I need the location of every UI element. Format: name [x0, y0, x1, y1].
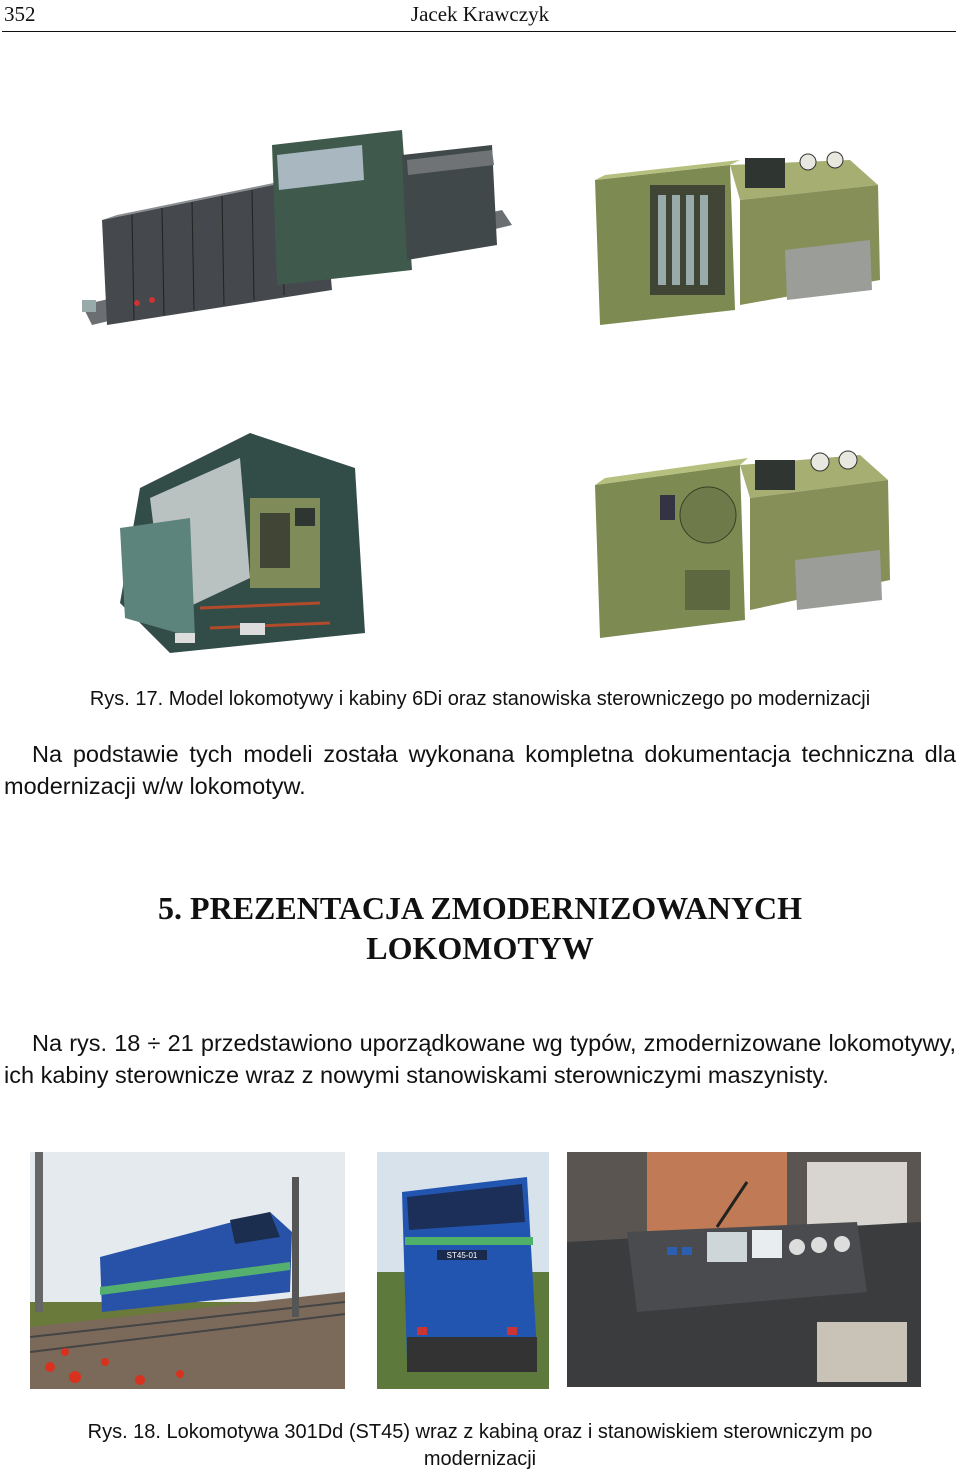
locomotive-number-plate: ST45-01	[446, 1251, 478, 1260]
figure-18-caption-line1: Rys. 18. Lokomotywa 301Dd (ST45) wraz z kabiną oraz i stanowiskiem sterowniczym po	[87, 1421, 873, 1443]
paragraph-2	[4, 1027, 956, 1091]
cad-locomotive-model	[62, 120, 524, 335]
paragraph-1	[4, 738, 956, 802]
photo-locomotive-on-track	[30, 1152, 345, 1389]
section-heading-line1: 5. PREZENTACJA ZMODERNIZOWANYCH	[158, 890, 802, 926]
header-rule	[2, 31, 956, 32]
page-number: 352	[4, 2, 36, 26]
cad-control-desk-model-variant	[590, 440, 892, 640]
cad-cabin-cutaway-model	[110, 428, 375, 663]
figure-18-caption-line2: modernizacji	[423, 1448, 537, 1470]
figure-17-caption: Rys. 17. Model lokomotywy i kabiny 6Di oraz stanowiska sterowniczego po modernizacji	[89, 688, 871, 710]
photo-driver-control-desk	[567, 1152, 921, 1387]
section-heading-line2: LOKOMOTYW	[366, 930, 594, 966]
paragraph-2-text: Na rys. 18 ÷ 21 przedstawiono uporządkowane wg typów, zmodernizowane lokomotywy, ich kabiny sterownicze wraz z nowymi stanowiskami sterowniczymi maszynisty.	[4, 1030, 956, 1088]
running-header-author: Jacek Krawczyk	[410, 2, 550, 26]
paragraph-1-text: Na podstawie tych modeli została wykonana kompletna dokumentacja techniczna dla modernizacji w/w lokomotyw.	[4, 741, 956, 799]
cad-control-desk-model	[590, 140, 882, 330]
photo-locomotive-front	[377, 1152, 549, 1389]
